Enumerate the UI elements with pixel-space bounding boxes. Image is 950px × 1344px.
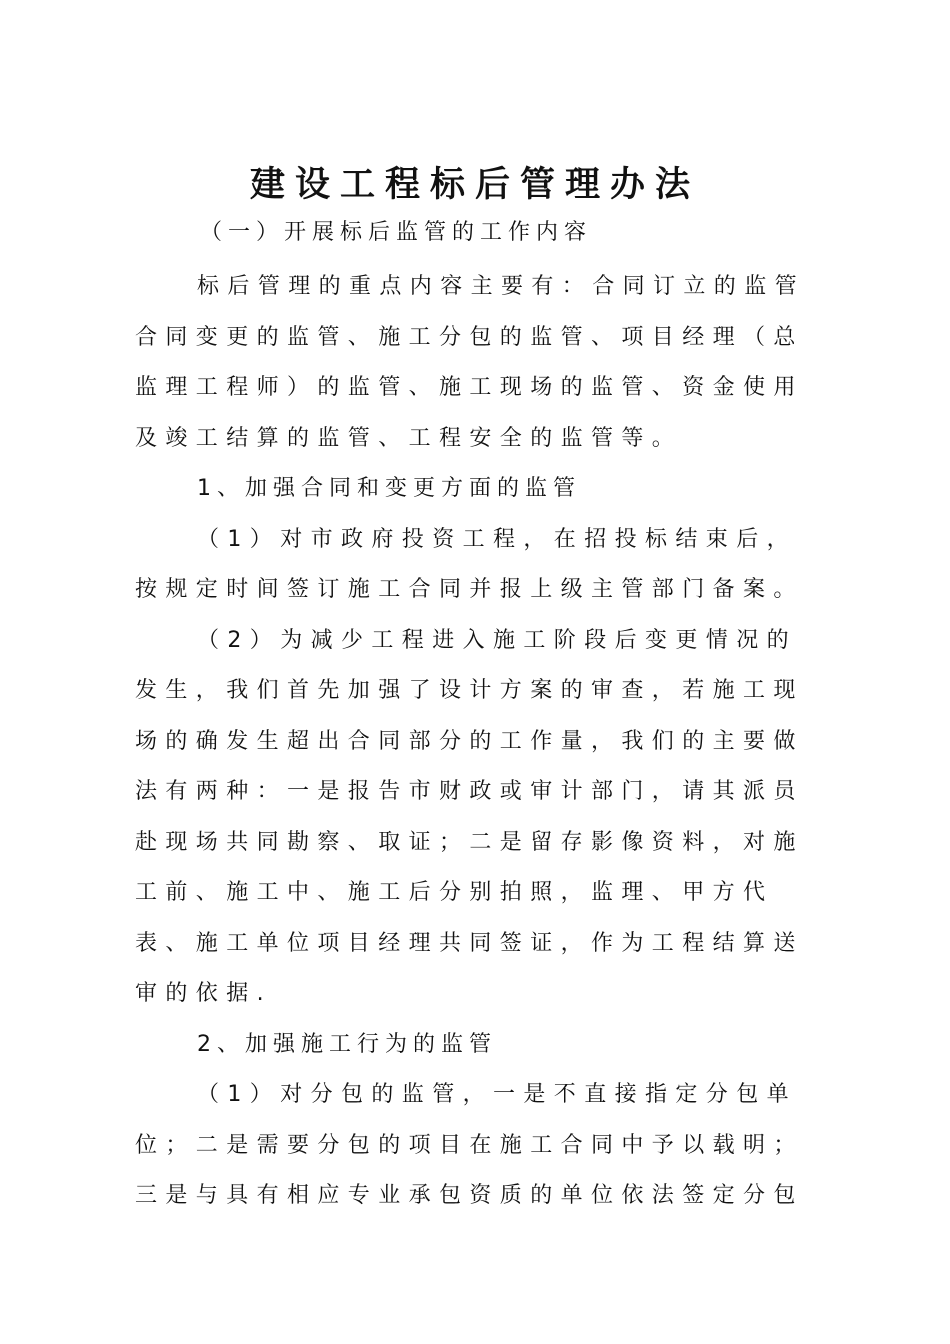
paragraph-contract-filing: （1）对市政府投资工程，在招投标结束后，按规定时间签订施工合同并报上级主管部门备案。 [135,526,804,602]
paragraph-change-control: （2）为减少工程进入施工阶段后变更情况的发生，我们首先加强了设计方案的审查，若施工现场的确发生超出合同部分的工作量，我们的主要做法有两种：一是报告市财政或审计部门，请其派员赴现场共同勘察、取证；二是留存影像资料，对施工前、施工中、施工后分别拍照，监理、甲方代表、施工单位项目经理共同签证，作为工程结算送审的依据. [135,627,804,1006]
paragraph-subcontract-supervision: （1）对分包的监管，一是不直接指定分包单位；二是需要分包的项目在施工合同中予以载明；三是与具有相应专业承包资质的单位依法签定分包 [135,1082,804,1208]
paragraph-overview: 标后管理的重点内容主要有：合同订立的监管合同变更的监管、施工分包的监管、项目经理（总监理工程师）的监管、施工现场的监管、资金使用及竣工结算的监管、工程安全的监管等。 [135,274,806,451]
document-body [135,262,815,1222]
heading-construction-supervision: 2、加强施工行为的监管 [197,1031,497,1057]
document-title: 建设工程标后管理办法 [249,164,700,205]
section-subtitle: （一）开展标后监管的工作内容 [200,220,593,245]
heading-contract-supervision: 1、加强合同和变更方面的监管 [197,476,581,501]
